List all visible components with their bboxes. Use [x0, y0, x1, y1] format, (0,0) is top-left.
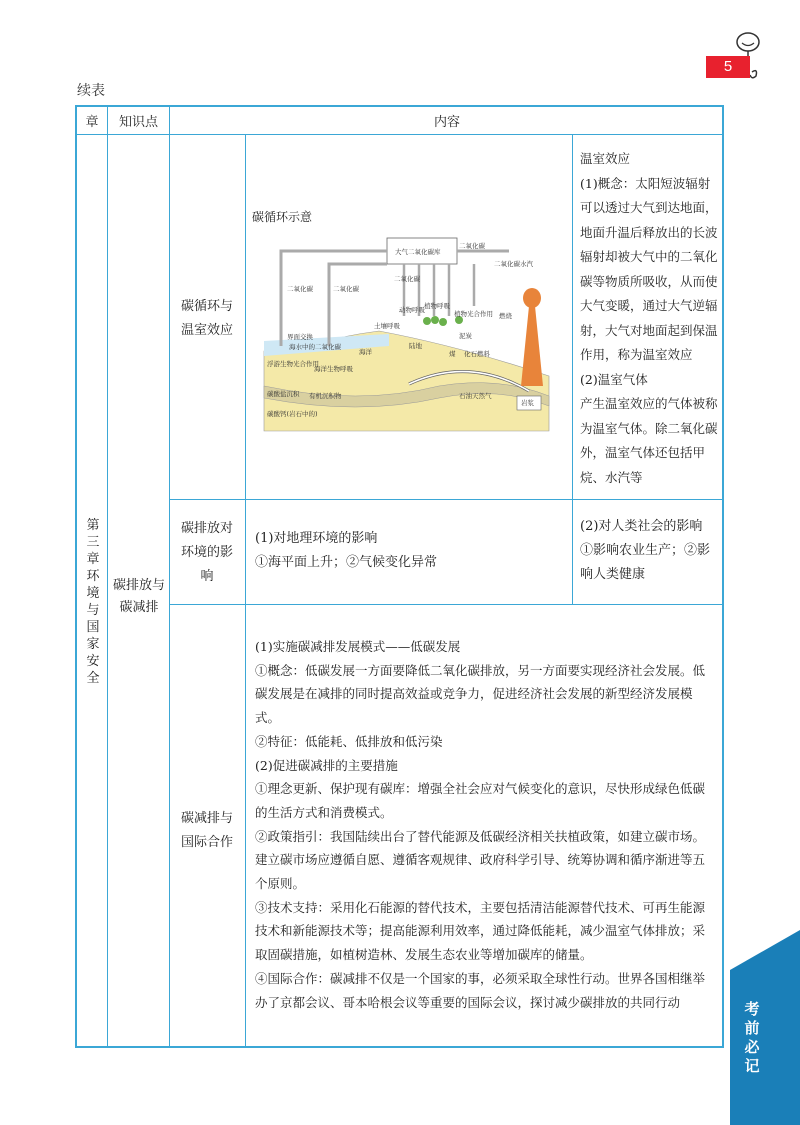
header-content: 内容	[433, 115, 460, 130]
impact-env-title: (1)对地理环境的影响	[255, 531, 378, 546]
svg-text:二氧化碳: 二氧化碳	[287, 285, 313, 293]
impact-society-text: ①影响农业生产；②影响人类健康	[580, 543, 711, 582]
greenhouse-gas-title: (2)温室气体	[580, 371, 648, 387]
impact-right	[580, 515, 718, 587]
svg-text:陆地: 陆地	[409, 342, 422, 350]
chapter-label: 第三章 环境与国家安全	[86, 518, 100, 686]
svg-text:碳酸钙(岩石中的): 碳酸钙(岩石中的)	[267, 410, 318, 418]
reduction-p4: (2)促进碳减排的主要措施	[255, 757, 398, 773]
svg-text:煤: 煤	[449, 350, 456, 358]
greenhouse-concept: (1)概念：太阳短波辐射可以透过大气到达地面，地面升温后释放出的长波辐射却被大气中的二氧化碳等物质所吸收，从而使大气变暖，通过大气逆辐射，大气对地面起到保温作用，称为温室效应	[580, 175, 718, 362]
header-knowledge: 知识点	[118, 115, 158, 130]
svg-text:二氧化碳: 二氧化碳	[459, 242, 485, 250]
greenhouse-text	[580, 147, 718, 490]
svg-text:浮游生物光合作用: 浮游生物光合作用	[267, 360, 319, 368]
impact-env-text: ①海平面上升；②气候变化异常	[255, 555, 438, 570]
reduction-p2: ①概念：低碳发展一方面要降低二氧化碳排放，另一方面要实现经济社会发展。低碳发展是在减排的同时提高效益或竞争力，促进经济社会发展的新型经济发展模式。	[255, 662, 706, 726]
reduction-p1: (1)实施碳减排发展模式——低碳发展	[255, 639, 461, 654]
topic-carbon-cycle: 碳循环与温室效应	[180, 299, 233, 338]
svg-text:燃烧: 燃烧	[499, 312, 512, 320]
svg-text:植物呼吸: 植物呼吸	[424, 302, 450, 310]
svg-text:大气二氧化碳库: 大气二氧化碳库	[395, 248, 441, 256]
page-number: 5	[706, 56, 750, 78]
header-chapter: 章	[85, 115, 99, 130]
knowledge-point: 碳排放与碳减排	[113, 578, 166, 615]
impact-left	[255, 527, 565, 575]
svg-text:二氧化碳: 二氧化碳	[394, 275, 420, 283]
greenhouse-title: 温室效应	[580, 151, 631, 166]
svg-text:界面交换: 界面交换	[287, 333, 313, 341]
svg-text:化石燃料: 化石燃料	[464, 350, 490, 358]
reduction-p6: ②政策指引：我国陆续出台了替代能源及低碳经济相关扶植政策，如建立碳市场。建立碳市场应遵循自愿、遵循客观规律、政府科学引导、统筹协调和循序渐进等五个原则。	[255, 828, 706, 892]
svg-text:有机沉积物: 有机沉积物	[309, 392, 342, 400]
svg-text:土壤呼吸: 土壤呼吸	[374, 322, 400, 330]
svg-text:二氧化碳: 二氧化碳	[333, 285, 359, 293]
reduction-p8: ④国际合作：碳减排不仅是一个国家的事，必须采取全球性行动。世界各国相继举办了京都会议、哥本哈根会议等重要的国际会议，探讨减少碳排放的共同行动	[255, 970, 706, 1010]
svg-text:海洋生物呼吸: 海洋生物呼吸	[314, 365, 353, 373]
svg-text:石油天然气: 石油天然气	[459, 392, 492, 400]
svg-text:碳酸盐沉积: 碳酸盐沉积	[267, 390, 300, 398]
reduction-p5: ①理念更新、保护现有碳库：增强全社会应对气候变化的意识，尽快形成绿色低碳的生活方式和消费模式。	[255, 781, 706, 820]
svg-text:海水中的二氧化碳: 海水中的二氧化碳	[289, 343, 341, 351]
topic-reduction: 碳减排与国际合作	[180, 811, 233, 850]
carbon-cycle-diagram	[259, 236, 559, 436]
topic-emission-impact: 碳排放对环境的影响	[180, 521, 233, 584]
reduction-content	[255, 635, 717, 1014]
svg-text:海洋: 海洋	[359, 348, 372, 356]
reduction-p7: ③技术支持：采用化石能源的替代技术，主要包括清洁能源替代技术、可再生能源技术和新能源技术等；提高能源利用效率，通过降低能耗，减少温室气体排放；采取固碳措施，如植树造林、发展生态农业等增加碳库的储量。	[255, 899, 706, 963]
impact-society-title: (2)对人类社会的影响	[580, 519, 703, 534]
diagram-title: 碳循环示意	[252, 210, 313, 224]
svg-text:动物呼吸: 动物呼吸	[399, 306, 425, 314]
reduction-p3: ②特征：低能耗、低排放和低污染	[255, 733, 443, 749]
side-tab-shape	[730, 930, 800, 1125]
continued-label: 续表	[77, 83, 105, 99]
svg-text:泥炭: 泥炭	[459, 332, 472, 340]
greenhouse-gas-text: 产生温室效应的气体被称为温室气体。除二氧化碳外，温室气体还包括甲烷、水汽等	[580, 396, 718, 485]
svg-text:二氧化碳水汽: 二氧化碳水汽	[494, 260, 533, 268]
svg-text:植物光合作用: 植物光合作用	[454, 310, 493, 318]
svg-text:岩浆: 岩浆	[521, 399, 534, 407]
side-tab-label: 考前必记	[744, 1000, 760, 1075]
